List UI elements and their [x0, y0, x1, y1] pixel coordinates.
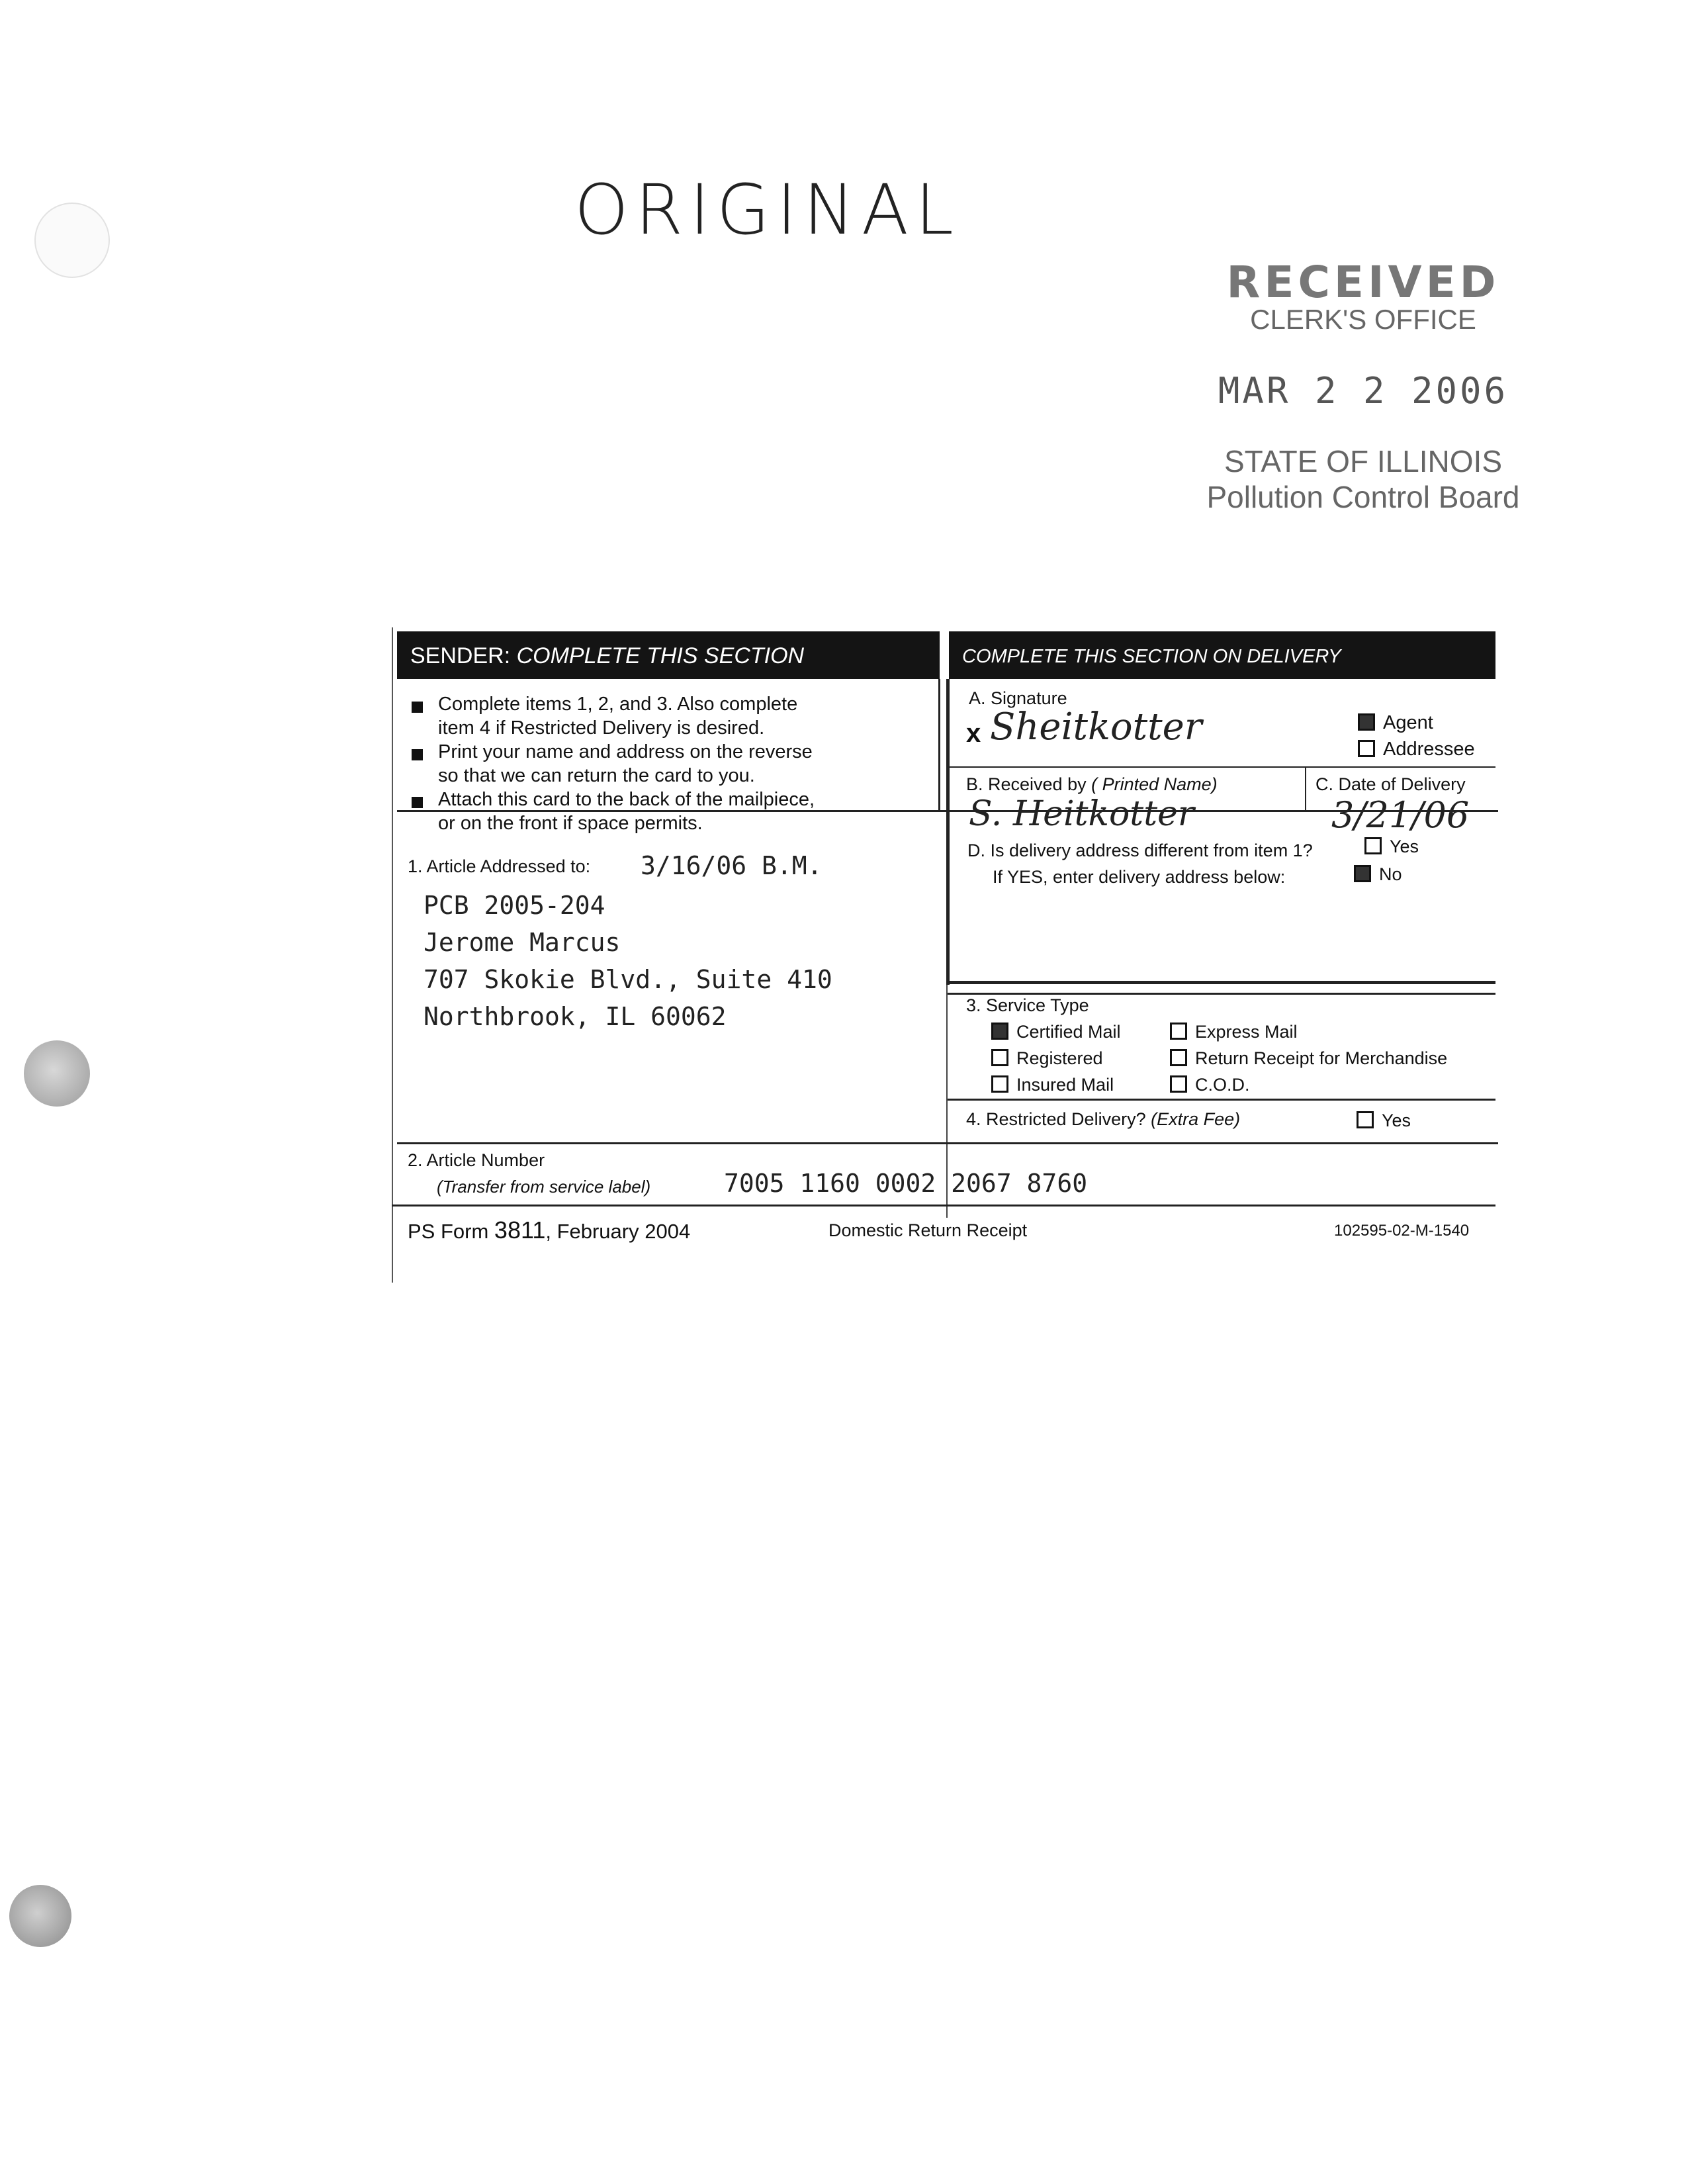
signature-label: A. Signature [969, 688, 1067, 708]
addressee-checkbox-row[interactable] [1358, 739, 1475, 760]
insured-mail-checkbox[interactable] [991, 1075, 1008, 1093]
sender-heading [410, 643, 804, 669]
return-receipt-checkbox[interactable] [1170, 1049, 1187, 1066]
footer-form-date: , February 2004 [545, 1220, 691, 1243]
service-type-label: 3. Service Type [966, 995, 1089, 1015]
address-line: Jerome Marcus [424, 928, 621, 957]
addressee-label: Addressee [1383, 739, 1475, 760]
footer-form-number: 3811 [494, 1216, 546, 1244]
sender-heading-italic: COMPLETE THIS SECTION [516, 643, 805, 668]
footer-form [408, 1216, 690, 1244]
punch-hole [34, 203, 110, 278]
stamp-state: STATE OF ILLINOIS [1224, 444, 1503, 478]
original-watermark: ORIGINAL [574, 169, 960, 250]
signature-x: x [966, 719, 981, 748]
agent-label: Agent [1383, 712, 1433, 733]
stamp-board: Pollution Control Board [1206, 480, 1520, 514]
certified-mail-label: Certified Mail [1016, 1022, 1121, 1042]
bullet [412, 749, 423, 760]
received-by-italic: ( Printed Name) [1091, 774, 1218, 794]
divider-line [1305, 766, 1306, 811]
return-receipt-option[interactable] [1170, 1048, 1447, 1069]
bullet [412, 702, 423, 713]
item-d-no-label: No [1379, 864, 1402, 884]
article-addressed-note: 3/16/06 B.M. [641, 851, 823, 880]
express-mail-checkbox[interactable] [1170, 1023, 1187, 1040]
item-d-question: D. Is delivery address different from item 1? [967, 841, 1313, 860]
express-mail-option[interactable] [1170, 1022, 1298, 1042]
article-addressed-label: 1. Article Addressed to: [408, 856, 591, 876]
registered-checkbox[interactable] [991, 1049, 1008, 1066]
restricted-yes-row[interactable] [1357, 1111, 1411, 1131]
express-mail-label: Express Mail [1195, 1022, 1298, 1042]
punch-hole [24, 1040, 90, 1107]
delivery-header [949, 631, 1495, 679]
stamp-office: CLERK'S OFFICE [1250, 304, 1476, 335]
divider-line [948, 1099, 1495, 1101]
punch-hole [9, 1885, 71, 1947]
divider-line [948, 766, 1495, 768]
restricted-yes-label: Yes [1382, 1111, 1411, 1130]
article-number-sublabel: (Transfer from service label) [437, 1177, 651, 1197]
footer-title: Domestic Return Receipt [828, 1220, 1028, 1240]
item-d-yes-checkbox[interactable] [1364, 837, 1382, 854]
signature-value: Sheitkotter [990, 705, 1202, 749]
certified-mail-checkbox[interactable] [991, 1023, 1008, 1040]
sender-instructions-right-border [938, 679, 940, 811]
footer-form-label: PS Form [408, 1220, 489, 1243]
footer-code: 102595-02-M-1540 [1334, 1222, 1470, 1240]
article-number-label: 2. Article Number [408, 1150, 545, 1170]
instruction-line: Complete items 1, 2, and 3. Also complete [438, 694, 798, 715]
article-number-value: 7005 1160 0002 2067 8760 [724, 1169, 1088, 1198]
divider-line [948, 993, 1495, 995]
address-line: Northbrook, IL 60062 [424, 1002, 727, 1031]
item-d-yes-row[interactable] [1364, 837, 1419, 857]
item-d-no-row[interactable] [1354, 864, 1402, 885]
sender-header [397, 631, 940, 679]
received-by-value: S. Heitkotter [969, 794, 1194, 834]
address-line: PCB 2005-204 [424, 891, 605, 920]
agent-checkbox-row[interactable] [1358, 712, 1433, 734]
date-of-delivery-value: 3/21/06 [1331, 794, 1470, 836]
restricted-yes-checkbox[interactable] [1357, 1111, 1374, 1128]
item-d-yes-label: Yes [1390, 837, 1419, 856]
cod-label: C.O.D. [1195, 1075, 1250, 1095]
received-by-text: B. Received by [966, 774, 1087, 794]
instruction-line: item 4 if Restricted Delivery is desired. [438, 717, 765, 739]
divider-line [392, 1205, 1495, 1206]
received-stamp [1191, 257, 1535, 515]
certified-mail-option[interactable] [991, 1022, 1121, 1042]
item-d-instruction: If YES, enter delivery address below: [993, 867, 1286, 887]
divider-line [397, 1142, 1498, 1144]
stamp-date: MAR 2 2 2006 [1218, 370, 1509, 412]
registered-option[interactable] [991, 1048, 1103, 1069]
insured-mail-option[interactable] [991, 1075, 1114, 1095]
cod-option[interactable] [1170, 1075, 1250, 1095]
item-d-no-checkbox[interactable] [1354, 865, 1371, 882]
bullet [412, 797, 423, 808]
instruction-line: Attach this card to the back of the mailpiece, [438, 789, 815, 810]
received-by-label [966, 774, 1218, 795]
agent-checkbox[interactable] [1358, 713, 1375, 731]
delivery-box-left-border [946, 679, 950, 985]
sender-heading-label: SENDER: [410, 643, 511, 668]
restricted-text: 4. Restricted Delivery? [966, 1109, 1146, 1129]
cod-checkbox[interactable] [1170, 1075, 1187, 1093]
stamp-received: RECEIVED [1226, 257, 1500, 308]
instruction-line: or on the front if space permits. [438, 813, 703, 834]
restricted-italic: (Extra Fee) [1151, 1109, 1241, 1129]
restricted-delivery-label [966, 1109, 1240, 1130]
delivery-heading: COMPLETE THIS SECTION ON DELIVERY [962, 646, 1341, 667]
delivery-box-bottom-border [946, 981, 1495, 984]
date-of-delivery-label: C. Date of Delivery [1315, 774, 1466, 794]
instruction-line: Print your name and address on the reverse [438, 741, 813, 762]
return-receipt-card [392, 627, 1495, 1283]
address-line: 707 Skokie Blvd., Suite 410 [424, 965, 832, 994]
registered-label: Registered [1016, 1048, 1103, 1068]
insured-mail-label: Insured Mail [1016, 1075, 1114, 1095]
card-left-edge [392, 627, 393, 1283]
instruction-line: so that we can return the card to you. [438, 765, 755, 786]
addressee-checkbox[interactable] [1358, 740, 1375, 757]
return-receipt-label: Return Receipt for Merchandise [1195, 1048, 1448, 1068]
